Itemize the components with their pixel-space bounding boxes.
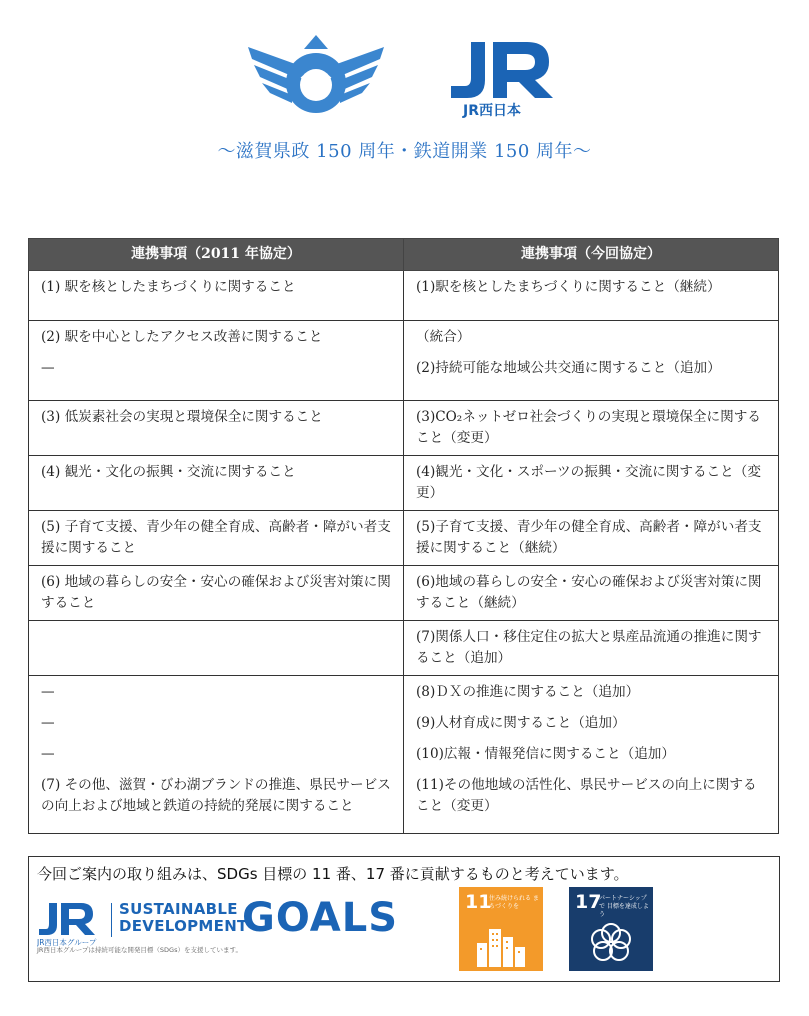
- cell-text: (7) その他、滋賀・びわ湖ブランドの推進、県民サービスの向上および地域と鉄道の持続的発展に関すること: [41, 777, 391, 814]
- cell-text: —: [41, 360, 55, 376]
- column-header-current: 連携事項（今回協定）: [404, 239, 779, 271]
- cell-text: (7)関係人口・移住定住の拡大と県産品流通の推進に関すること（追加）: [416, 629, 762, 666]
- goals-text: GOALS: [242, 895, 399, 941]
- table-cell-right: [404, 271, 779, 321]
- cell-text: (9)人材育成に関すること（追加）: [416, 715, 626, 731]
- cell-text: (1) 駅を核としたまちづくりに関すること: [41, 279, 296, 295]
- jr-logo-caption: JR西日本: [463, 103, 521, 118]
- table-row: [29, 321, 779, 401]
- cell-text: (4) 観光・文化の振興・交流に関すること: [41, 464, 296, 480]
- table-cell-left: [29, 621, 404, 676]
- table-header-row: [29, 239, 779, 271]
- logo-divider: [111, 903, 112, 937]
- cell-text: (3)CO₂ネットゼロ社会づくりの実現と環境保全に関すること（変更）: [416, 409, 761, 446]
- cooperation-comparison-table: [28, 238, 779, 834]
- table-cell-left: [29, 321, 404, 401]
- cell-text: (11)その他地域の活性化、県民サービスの向上に関すること（変更）: [416, 777, 757, 814]
- cell-text: (1)駅を核としたまちづくりに関すること（継続）: [416, 279, 721, 295]
- sdg-goal-17-tile: [569, 887, 653, 971]
- cell-text: (6)地域の暮らしの安全・安心の確保および災害対策に関すること（継続）: [416, 574, 762, 611]
- goal-number: 11: [465, 891, 492, 913]
- sustainable-text: SUSTAINABLE: [119, 900, 238, 918]
- city-buildings-icon: [475, 923, 527, 967]
- table-cell-right: [404, 676, 779, 834]
- page-subtitle: ～滋賀県政 150 周年・鉄道開業 150 周年～: [217, 141, 592, 162]
- cell-text: —: [41, 746, 55, 762]
- table-cell-left: [29, 511, 404, 566]
- logo-area: [0, 30, 809, 120]
- sdgs-box: [28, 856, 780, 982]
- table-cell-left: [29, 566, 404, 621]
- table-cell-right: [404, 566, 779, 621]
- cell-text: (2)持続可能な地域公共交通に関すること（追加）: [416, 360, 721, 376]
- jr-group-label: JR西日本グループ: [37, 938, 97, 947]
- table-cell-left: [29, 456, 404, 511]
- cell-text: —: [41, 715, 55, 731]
- cell-text: (3) 低炭素社会の実現と環境保全に関すること: [41, 409, 323, 425]
- jr-group-logo-icon: [37, 903, 107, 947]
- cell-text: (5)子育て支援、青少年の健全育成、高齢者・障がい者支援に関すること（継続）: [416, 519, 762, 556]
- cell-text: (2) 駅を中心としたアクセス改善に関すること: [41, 329, 323, 345]
- table-row: [29, 401, 779, 456]
- sdg-goal-11-tile: [459, 887, 543, 971]
- table-row: [29, 566, 779, 621]
- shiga-prefecture-emblem-icon: [246, 35, 386, 119]
- sdgs-caption: JR西日本グループは持続可能な開発目標（SDGs）を支援しています。: [37, 946, 242, 954]
- table-row: [29, 456, 779, 511]
- goal-text: パートナーシップで 目標を達成しよう: [599, 895, 649, 918]
- table-cell-left: [29, 401, 404, 456]
- table-cell-right: [404, 621, 779, 676]
- table-cell-right: [404, 321, 779, 401]
- development-text: DEVELOPMENT: [119, 917, 248, 935]
- cell-text: —: [41, 684, 55, 700]
- goal-number: 17: [575, 891, 602, 913]
- table-cell-left: [29, 271, 404, 321]
- cell-text: (10)広報・情報発信に関すること（追加）: [416, 746, 675, 762]
- cell-text: (8)ＤＸの推進に関すること（追加）: [416, 684, 640, 700]
- table-cell-right: [404, 456, 779, 511]
- table-row: [29, 621, 779, 676]
- table-row: [29, 511, 779, 566]
- partnership-rings-icon: [589, 921, 633, 965]
- column-header-2011: 連携事項（2011 年協定）: [29, 239, 404, 271]
- sdgs-wordmark: [119, 901, 248, 935]
- cell-text: (5) 子育て支援、青少年の健全育成、高齢者・障がい者支援に関すること: [41, 519, 391, 556]
- table-row: [29, 271, 779, 321]
- table-cell-left: [29, 676, 404, 834]
- cell-text: （統合）: [416, 329, 471, 345]
- table-cell-right: [404, 401, 779, 456]
- table-cell-right: [404, 511, 779, 566]
- cell-text: (4)観光・文化・スポーツの振興・交流に関すること（変更）: [416, 464, 761, 501]
- sdgs-message: 今回ご案内の取り組みは、SDGs 目標の 11 番、17 番に貢献するものと考えています。: [37, 865, 629, 883]
- table-row: [29, 676, 779, 834]
- jr-west-logo-icon: [449, 42, 555, 118]
- cell-text: (6) 地域の暮らしの安全・安心の確保および災害対策に関すること: [41, 574, 391, 611]
- cell-text: [41, 627, 393, 648]
- goal-text: 住み続けられる まちづくりを: [489, 895, 539, 910]
